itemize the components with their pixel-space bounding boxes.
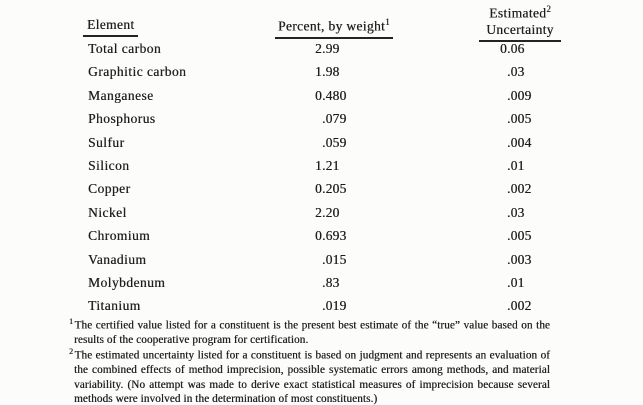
footnote-line: variability. (No attempt was made to derive exact statistical measures of imprecision because several: [74, 378, 550, 391]
percent-value: .83: [322, 274, 340, 290]
percent-value: 2.20: [315, 204, 340, 220]
uncertainty-label: Uncertainty: [479, 22, 561, 42]
percent-column-header-label: Percent, by weight: [278, 18, 386, 34]
table-row: [0, 37, 643, 60]
uncertainty-column-header: [437, 1, 603, 42]
element-name: Phosphorus: [88, 111, 156, 127]
uncertainty-value: .01: [507, 157, 525, 173]
percent-value: 1.98: [315, 64, 340, 80]
table-row: [0, 131, 643, 154]
table-row: [0, 248, 643, 271]
uncertainty-value: .009: [507, 87, 532, 103]
percent-value: 2.99: [315, 41, 340, 56]
element-name: Sulfur: [88, 134, 125, 150]
table-row: [0, 177, 643, 200]
element-name: Titanium: [88, 298, 141, 314]
table-row: [0, 60, 643, 83]
footnote-line: the combined effects of method imprecision, possible systematic errors among methods, and material: [74, 364, 550, 377]
uncertainty-value: .003: [507, 251, 532, 267]
footnote-text: The estimated uncertainty listed for a constituent is based on judgment and represents an evaluation of: [74, 349, 550, 362]
element-name: Chromium: [88, 228, 151, 244]
table-row: [0, 201, 643, 224]
percent-value: .019: [322, 298, 347, 314]
percent-value: .015: [322, 251, 347, 267]
estimated-header-line: [437, 1, 603, 22]
uncertainty-value: .03: [507, 204, 525, 220]
element-name: Total carbon: [88, 41, 162, 56]
footnote-line: [69, 315, 550, 333]
certification-table: [0, 37, 643, 318]
percent-value: 0.693: [315, 228, 347, 244]
uncertainty-value: .005: [507, 228, 532, 244]
element-name: Graphitic carbon: [88, 64, 187, 80]
footnote-marker: 1: [69, 317, 73, 326]
percent-column-header: [275, 17, 393, 39]
uncertainty-value: .005: [507, 111, 532, 127]
element-name: Manganese: [88, 87, 154, 103]
table-row: [0, 107, 643, 130]
footnote-1: [69, 315, 550, 348]
element-column-header: Element: [83, 17, 138, 37]
table-row: [0, 154, 643, 177]
footnote-line: methods were involved in the determination of most constituents.): [74, 392, 378, 405]
uncertainty-value: .004: [507, 134, 532, 150]
uncertainty-value: .03: [507, 64, 525, 80]
percent-value: 0.205: [315, 181, 347, 197]
footnote-text: The certified value listed for a constituent is the present best estimate of the “true” value based on the: [74, 319, 550, 332]
estimated-label: Estimated: [489, 5, 547, 21]
table-row: [0, 224, 643, 247]
percent-value: .059: [322, 134, 347, 150]
percent-value: 0.480: [315, 87, 347, 103]
uncertainty-value: .002: [507, 181, 532, 197]
footnote-line: [69, 345, 550, 363]
element-name: Vanadium: [88, 251, 147, 267]
percent-value: 1.21: [315, 157, 340, 173]
footnote-2: [69, 345, 550, 405]
footnote-2-reference: 2: [546, 4, 551, 14]
footnote-1-reference: 1: [385, 17, 390, 27]
uncertainty-value: .002: [507, 298, 532, 314]
table-row: [0, 271, 643, 294]
element-name: Silicon: [88, 157, 130, 173]
element-name: Molybdenum: [88, 274, 166, 290]
footnote-line: results of the cooperative program for certification.: [74, 334, 309, 347]
percent-value: .079: [322, 111, 347, 127]
uncertainty-value: .01: [507, 274, 525, 290]
element-name: Copper: [88, 181, 131, 197]
footnote-marker: 2: [69, 347, 73, 356]
uncertainty-value: 0.06: [500, 41, 525, 56]
element-name: Nickel: [88, 204, 127, 220]
table-row: [0, 84, 643, 107]
